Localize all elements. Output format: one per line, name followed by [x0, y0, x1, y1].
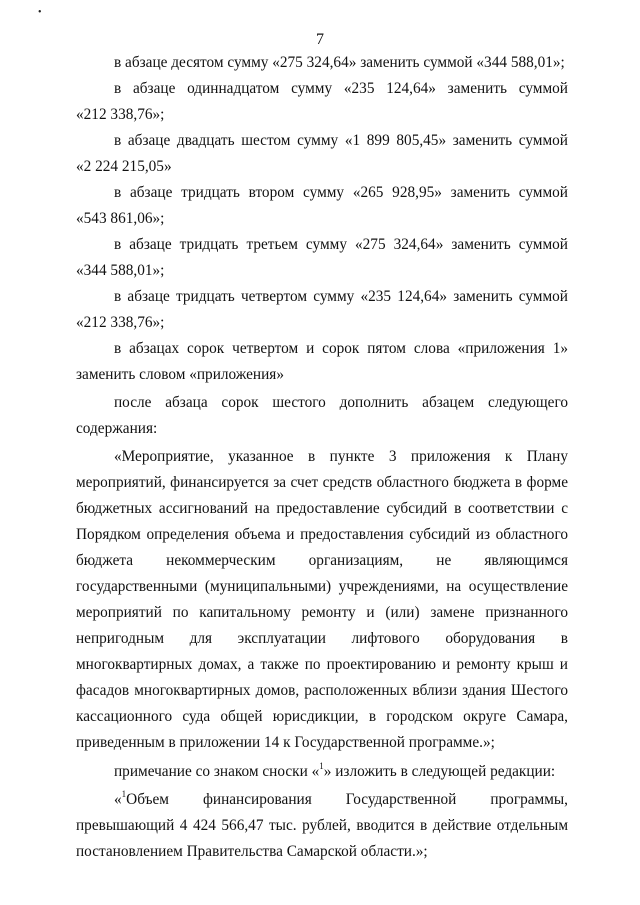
text-line: после абзаца сорок шестого дополнить абзацем следующего — [114, 394, 568, 411]
text-line: «2 224 215,05» — [76, 158, 172, 175]
footnote-instruction — [114, 762, 568, 782]
text-line: «212 338,76»; — [76, 106, 165, 123]
text-line: содержания: — [76, 420, 158, 437]
text-line: мероприятий по капитальному ремонту и (или) замене признанного — [76, 604, 568, 621]
text-line: «212 338,76»; — [76, 314, 165, 331]
page-number: 7 — [316, 31, 324, 48]
footnote-marker: 1 — [121, 788, 127, 799]
text-line: в абзаце тридцать втором сумму «265 928,95» заменить суммой — [114, 184, 568, 201]
footnote-text-line — [114, 790, 568, 810]
text-line: мероприятий, финансируется за счет средств областного бюджета в форме — [76, 474, 568, 491]
text-line: в абзаце тридцать четвертом сумму «235 124,64» заменить суммой — [114, 288, 568, 305]
footnote-instruction-text: » изложить в следующей редакции: — [323, 763, 556, 780]
text-line: «543 861,06»; — [76, 210, 165, 227]
text-line: государственными (муниципальными) учреждениями, на осуществление — [76, 578, 568, 595]
text-line: в абзаце десятом сумму «275 324,64» заменить суммой «344 588,01»; — [114, 54, 565, 71]
scan-mark: • — [38, 7, 42, 18]
footnote-text: Объем финансирования Государственной программы, — [126, 791, 568, 808]
footnote-instruction-text: примечание со знаком сноски « — [114, 763, 320, 780]
footnote-open-quote: « — [114, 791, 122, 808]
text-line: Порядком определения объема и предоставления субсидий из областного — [76, 526, 568, 543]
text-line: непригодным для эксплуатации лифтового оборудования в — [76, 630, 568, 647]
text-line: бюджетных ассигнований на предоставление субсидий в соответствии с — [76, 500, 568, 517]
text-line: фасадов многоквартирных домов, расположенных вблизи здания Шестого — [76, 682, 568, 699]
text-line: многоквартирных домах, а также по проектированию и ремонту крыш и — [76, 656, 568, 673]
text-line: в абзацах сорок четвертом и сорок пятом слова «приложения 1» — [114, 340, 568, 357]
text-line: в абзаце одиннадцатом сумму «235 124,64» заменить суммой — [114, 80, 568, 97]
text-line: в абзаце тридцать третьем сумму «275 324,64» заменить суммой — [114, 236, 568, 253]
text-line: «344 588,01»; — [76, 262, 165, 279]
text-line: в абзаце двадцать шестом сумму «1 899 805,45» заменить суммой — [114, 132, 568, 149]
text-line: «Мероприятие, указанное в пункте 3 приложения к Плану — [114, 448, 568, 465]
text-line: бюджета некоммерческим организациям, не являющимся — [76, 552, 568, 569]
text-line: кассационного суда общей юрисдикции, в городском округе Самара, — [76, 708, 568, 725]
footnote-text-line: превышающий 4 424 566,47 тыс. рублей, вводится в действие отдельным — [76, 817, 568, 834]
text-line: приведенным в приложении 14 к Государственной программе.»; — [76, 734, 495, 751]
text-line: заменить словом «приложения» — [76, 366, 284, 383]
footnote-marker: 1 — [319, 760, 324, 771]
footnote-text-line: постановлением Правительства Самарской области.»; — [76, 843, 428, 860]
